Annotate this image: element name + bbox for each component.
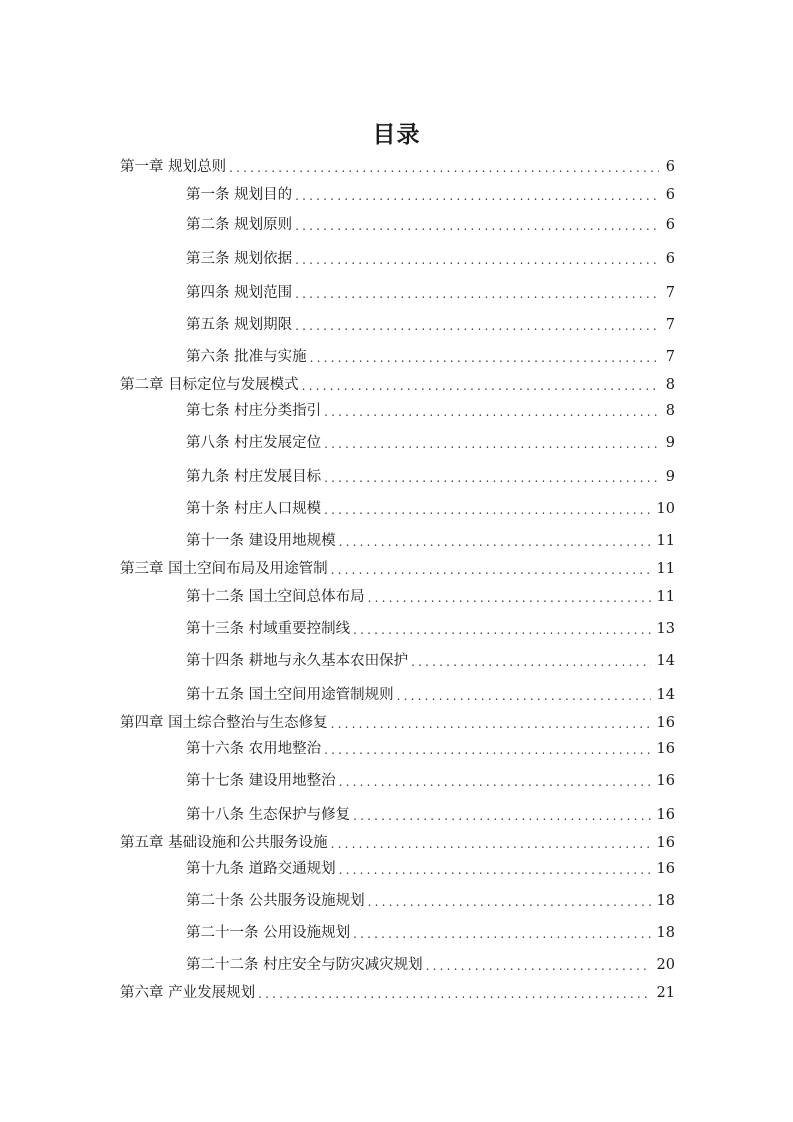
toc-article-entry[interactable] bbox=[186, 650, 675, 672]
toc-page-number: 6 bbox=[665, 159, 675, 175]
toc-page-number: 11 bbox=[656, 533, 675, 549]
toc-article-entry[interactable] bbox=[186, 214, 675, 236]
toc-entry-label: 第四章 国土综合整治与生态修复 bbox=[120, 715, 328, 731]
toc-page-number: 10 bbox=[656, 501, 675, 517]
toc-page-number: 16 bbox=[656, 835, 675, 851]
toc-page-number: 9 bbox=[665, 469, 675, 485]
toc-entry-label: 第六条 批准与实施 bbox=[186, 349, 307, 365]
toc-page-number: 13 bbox=[656, 621, 675, 637]
toc-page-number: 7 bbox=[665, 317, 675, 333]
toc-entry-label: 第九条 村庄发展目标 bbox=[186, 469, 322, 485]
toc-entry-label: 第十五条 国土空间用途管制规则 bbox=[186, 687, 394, 703]
toc-page-number: 11 bbox=[656, 589, 675, 605]
toc-article-entry[interactable] bbox=[186, 400, 675, 422]
toc-chapter-entry[interactable] bbox=[120, 374, 675, 396]
toc-article-entry[interactable] bbox=[186, 346, 675, 368]
toc-chapter-entry[interactable] bbox=[120, 156, 675, 178]
toc-entry-label: 第六章 产业发展规划 bbox=[120, 985, 256, 1001]
toc-dot-leader bbox=[295, 282, 659, 304]
toc-article-entry[interactable] bbox=[186, 738, 675, 760]
toc-page-number: 16 bbox=[656, 741, 675, 757]
toc-entry-label: 第十条 村庄人口规模 bbox=[186, 501, 322, 517]
toc-entry-label: 第三章 国土空间布局及用途管制 bbox=[120, 561, 328, 577]
toc-dot-leader bbox=[324, 738, 650, 760]
toc-page-number: 7 bbox=[665, 285, 675, 301]
toc-entry-label: 第一章 规划总则 bbox=[120, 159, 227, 175]
toc-article-entry[interactable] bbox=[186, 184, 675, 206]
toc-article-entry[interactable] bbox=[186, 530, 675, 552]
toc-dot-leader bbox=[339, 858, 651, 880]
toc-entry-label: 第五条 规划期限 bbox=[186, 317, 293, 333]
toc-article-entry[interactable] bbox=[186, 282, 675, 304]
toc-entry-label: 第十六条 农用地整治 bbox=[186, 741, 322, 757]
toc-entry-label: 第七条 村庄分类指引 bbox=[186, 403, 322, 419]
toc-article-entry[interactable] bbox=[186, 466, 675, 488]
toc-dot-leader bbox=[339, 530, 651, 552]
toc-dot-leader bbox=[339, 770, 651, 792]
toc-page-number: 16 bbox=[656, 807, 675, 823]
toc-dot-leader bbox=[229, 156, 659, 178]
toc-dot-leader bbox=[353, 922, 650, 944]
toc-dot-leader bbox=[331, 712, 651, 734]
toc-dot-leader bbox=[368, 586, 651, 608]
toc-dot-leader bbox=[295, 314, 659, 336]
toc-dot-leader bbox=[397, 684, 651, 706]
toc-dot-leader bbox=[295, 214, 659, 236]
toc-page-number: 8 bbox=[665, 377, 675, 393]
toc-dot-leader bbox=[295, 184, 659, 206]
toc-entry-label: 第八条 村庄发展定位 bbox=[186, 435, 322, 451]
toc-entry-label: 第十三条 村域重要控制线 bbox=[186, 621, 351, 637]
toc-article-entry[interactable] bbox=[186, 770, 675, 792]
toc-entry-label: 第二十二条 村庄安全与防灾减灾规划 bbox=[186, 957, 423, 973]
toc-page-number: 18 bbox=[656, 925, 675, 941]
toc-entry-label: 第四条 规划范围 bbox=[186, 285, 293, 301]
toc-article-entry[interactable] bbox=[186, 684, 675, 706]
toc-dot-leader bbox=[324, 498, 650, 520]
toc-entry-label: 第十九条 道路交通规划 bbox=[186, 861, 336, 877]
toc-entry-label: 第二十一条 公用设施规划 bbox=[186, 925, 351, 941]
toc-article-entry[interactable] bbox=[186, 498, 675, 520]
toc-dot-leader bbox=[324, 400, 659, 422]
toc-dot-leader bbox=[258, 982, 650, 1004]
toc-entry-label: 第二十条 公共服务设施规划 bbox=[186, 893, 365, 909]
toc-dot-leader bbox=[411, 650, 650, 672]
toc-entry-label: 第二条 规划原则 bbox=[186, 217, 293, 233]
toc-article-entry[interactable] bbox=[186, 858, 675, 880]
toc-page-number: 11 bbox=[656, 561, 675, 577]
toc-chapter-entry[interactable] bbox=[120, 712, 675, 734]
toc-page-number: 7 bbox=[665, 349, 675, 365]
toc-dot-leader bbox=[368, 890, 651, 912]
toc-article-entry[interactable] bbox=[186, 432, 675, 454]
toc-page-number: 20 bbox=[656, 957, 675, 973]
toc-page-number: 21 bbox=[656, 985, 675, 1001]
toc-entry-label: 第十二条 国土空间总体布局 bbox=[186, 589, 365, 605]
toc-dot-leader bbox=[302, 374, 659, 396]
toc-chapter-entry[interactable] bbox=[120, 982, 675, 1004]
page-title: 目录 bbox=[372, 122, 421, 148]
toc-page-number: 6 bbox=[665, 187, 675, 203]
toc-page-number: 16 bbox=[656, 715, 675, 731]
toc-entry-label: 第十七条 建设用地整治 bbox=[186, 773, 336, 789]
toc-article-entry[interactable] bbox=[186, 248, 675, 270]
toc-dot-leader bbox=[331, 832, 651, 854]
toc-article-entry[interactable] bbox=[186, 954, 675, 976]
toc-entry-label: 第五章 基础设施和公共服务设施 bbox=[120, 835, 328, 851]
toc-entry-label: 第三条 规划依据 bbox=[186, 251, 293, 267]
toc-article-entry[interactable] bbox=[186, 804, 675, 826]
toc-page-number: 8 bbox=[665, 403, 675, 419]
toc-page-number: 6 bbox=[665, 217, 675, 233]
toc-page-number: 14 bbox=[656, 687, 675, 703]
toc-page-number: 16 bbox=[656, 861, 675, 877]
toc-entry-label: 第十一条 建设用地规模 bbox=[186, 533, 336, 549]
toc-page-number: 9 bbox=[665, 435, 675, 451]
toc-chapter-entry[interactable] bbox=[120, 558, 675, 580]
toc-article-entry[interactable] bbox=[186, 890, 675, 912]
toc-dot-leader bbox=[324, 432, 659, 454]
toc-page-number: 6 bbox=[665, 251, 675, 267]
toc-page-number: 14 bbox=[656, 653, 675, 669]
toc-article-entry[interactable] bbox=[186, 618, 675, 640]
toc-article-entry[interactable] bbox=[186, 586, 675, 608]
toc-dot-leader bbox=[331, 558, 651, 580]
toc-dot-leader bbox=[324, 466, 659, 488]
toc-dot-leader bbox=[353, 804, 650, 826]
toc-entry-label: 第二章 目标定位与发展模式 bbox=[120, 377, 299, 393]
toc-dot-leader bbox=[353, 618, 650, 640]
toc-dot-leader bbox=[295, 248, 659, 270]
toc-dot-leader bbox=[310, 346, 659, 368]
toc-entry-label: 第一条 规划目的 bbox=[186, 187, 293, 203]
toc-article-entry[interactable] bbox=[186, 314, 675, 336]
toc-dot-leader bbox=[426, 954, 651, 976]
toc-entry-label: 第十八条 生态保护与修复 bbox=[186, 807, 351, 823]
toc-entry-label: 第十四条 耕地与永久基本农田保护 bbox=[186, 653, 409, 669]
toc-chapter-entry[interactable] bbox=[120, 832, 675, 854]
toc-page-number: 18 bbox=[656, 893, 675, 909]
toc-article-entry[interactable] bbox=[186, 922, 675, 944]
toc-page-number: 16 bbox=[656, 773, 675, 789]
